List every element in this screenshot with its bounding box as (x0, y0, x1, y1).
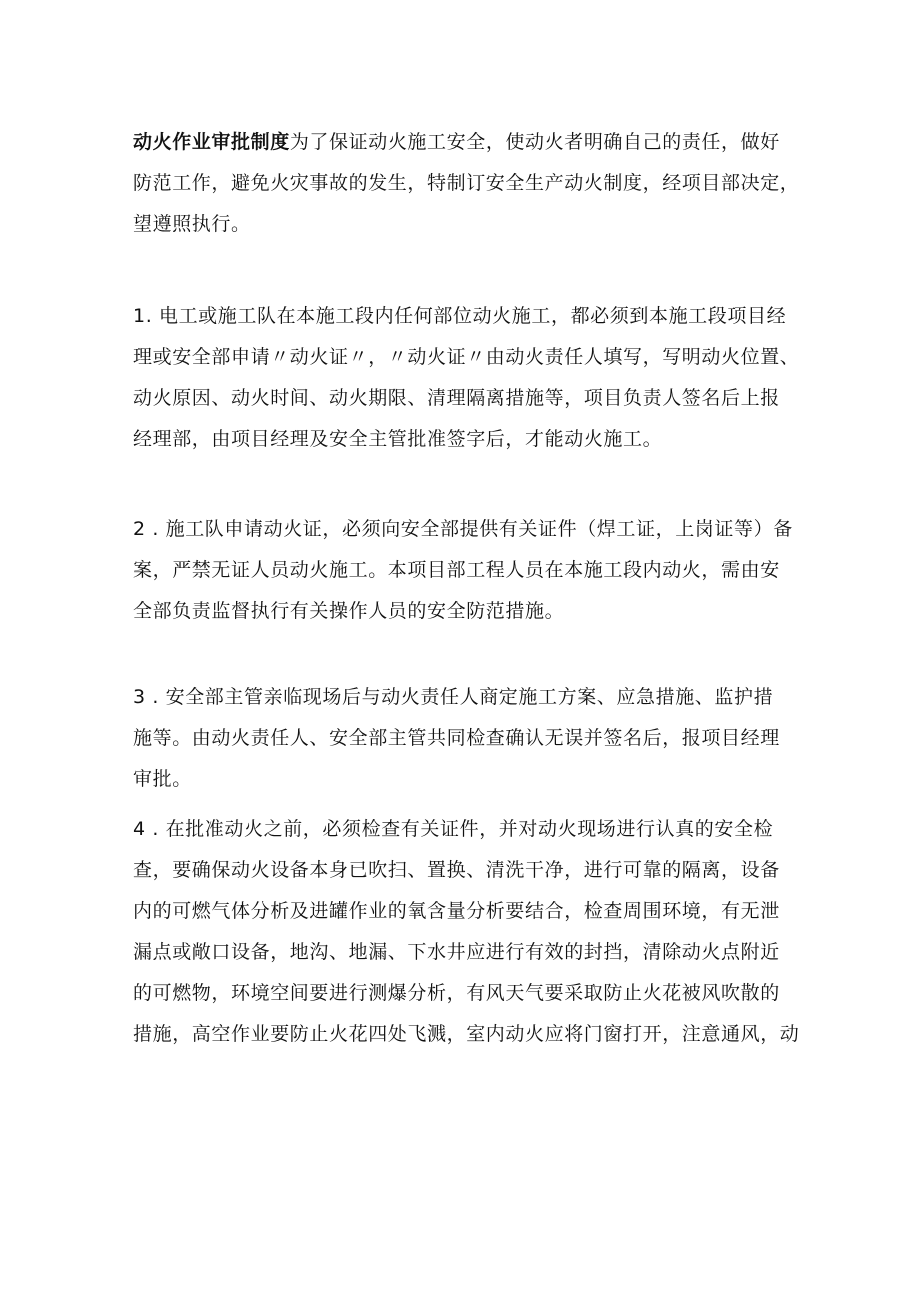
document-title: 动火作业审批制度 (133, 131, 290, 153)
rule-line: 查，要确保动火设备本身已吹扫、置换、清洗干净，进行可靠的隔离，设备 (133, 859, 780, 881)
rule-line: 3 . 安全部主管亲临现场后与动火责任人商定施工方案、应急措施、监护措 (133, 686, 774, 708)
rule-line: 动火原因、动火时间、动火期限、清理隔离措施等，项目负责人签名后上报 (133, 387, 780, 409)
rule-line: 内的可燃气体分析及进罐作业的氧含量分析要结合，检查周围环境，有无泄 (133, 900, 780, 922)
rule-line: 4 . 在批准动火之前，必须检查有关证件，并对动火现场进行认真的安全检 (133, 818, 774, 840)
intro-line: 防范工作，避免火灾事故的发生，特制订安全生产动火制度，经项目部决定， (133, 172, 800, 194)
intro-line-text: 为了保证动火施工安全，使动火者明确自己的责任，做好 (289, 131, 780, 153)
rule-line: 措施，高空作业要防止火花四处飞溅，室内动火应将门窗打开，注意通风，动 (133, 1023, 800, 1045)
rule-line: 漏点或敞口设备，地沟、地漏、下水井应进行有效的封挡，清除动火点附近 (133, 941, 780, 963)
rule-item-3 (133, 677, 798, 800)
rule-line: 审批。 (133, 768, 192, 790)
rule-line: 1. 电工或施工队在本施工段内任何部位动火施工，都必须到本施工段项目经 (133, 305, 787, 327)
rule-line: 理或安全部申请〃动火证〃，〃动火证〃由动火责任人填写，写明动火位置、 (133, 346, 800, 368)
rule-line: 施等。由动火责任人、安全部主管共同检查确认无误并签名后，报项目经理 (133, 727, 780, 749)
intro-line (133, 122, 798, 163)
rule-line: 经理部，由项目经理及安全主管批准签字后，才能动火施工。 (133, 428, 663, 450)
rule-item-2 (133, 509, 798, 632)
rule-item-1 (133, 296, 798, 460)
intro-line: 望遵照执行。 (133, 213, 251, 235)
rule-item-4 (133, 809, 798, 1055)
rule-line: 的可燃物，环境空间要进行测爆分析，有风天气要采取防止火花被风吹散的 (133, 982, 780, 1004)
rule-line: 全部负责监督执行有关操作人员的安全防范措施。 (133, 600, 565, 622)
rule-line: 案，严禁无证人员动火施工。本项目部工程人员在本施工段内动火，需由安 (133, 559, 780, 581)
rule-line: 2 . 施工队申请动火证，必须向安全部提供有关证件（焊工证，上岗证等）备 (133, 518, 793, 540)
intro-paragraph (133, 122, 798, 245)
